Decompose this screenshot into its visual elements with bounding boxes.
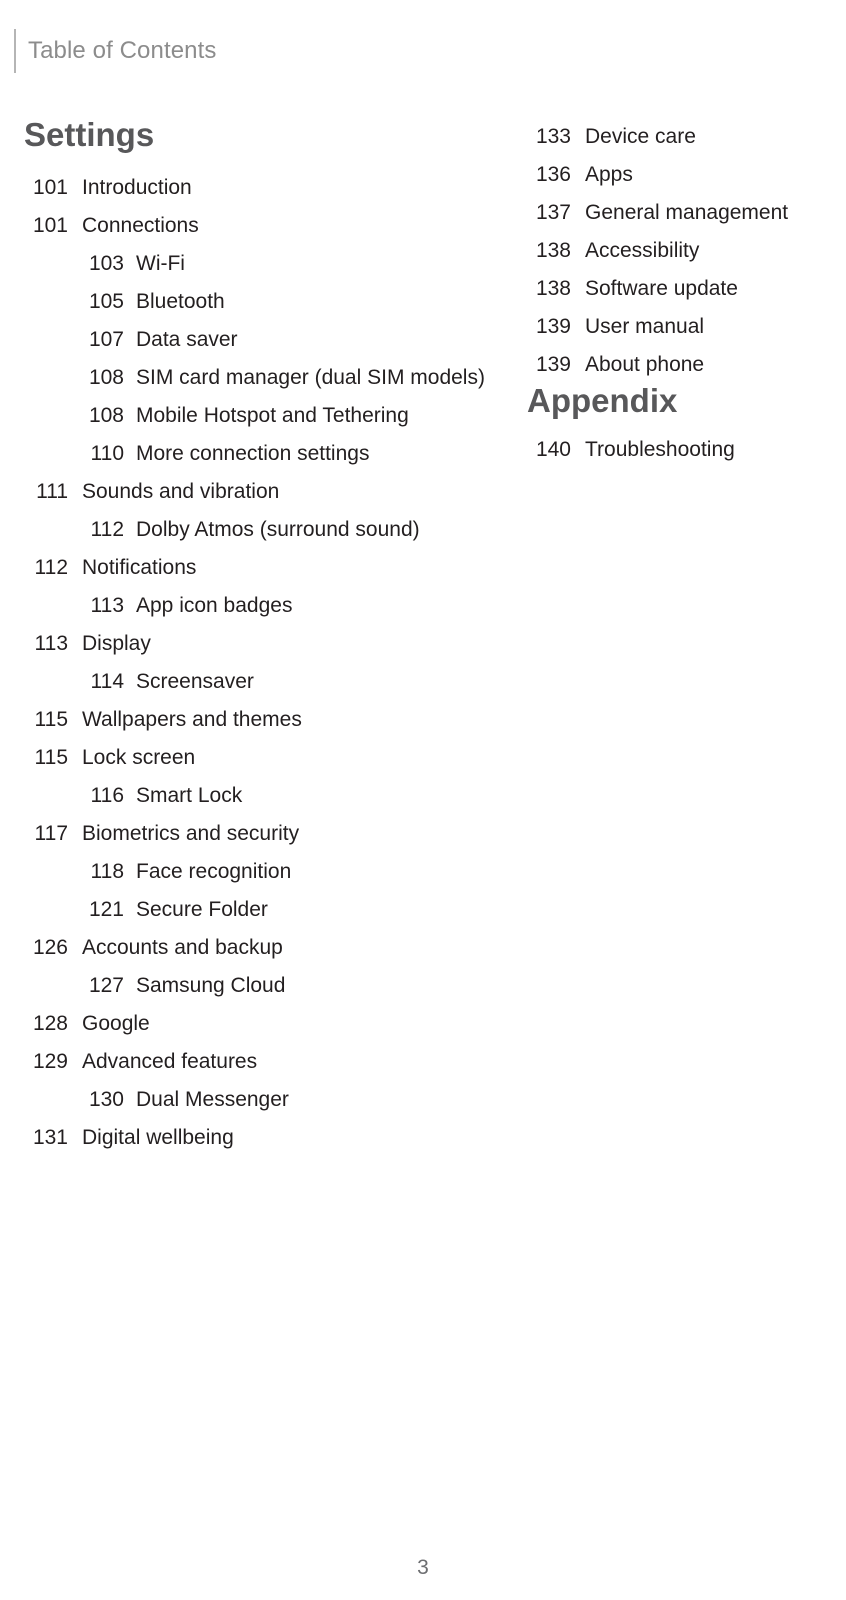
toc-entry-page-number: 118	[90, 860, 124, 883]
toc-entry[interactable]	[24, 1081, 494, 1119]
toc-entry-page-number: 113	[34, 632, 68, 655]
toc-entry-page-number: 127	[88, 974, 124, 997]
toc-entry-page-number: 101	[32, 214, 68, 237]
toc-entry[interactable]	[24, 739, 494, 777]
toc-entry[interactable]	[24, 777, 494, 815]
toc-entry[interactable]	[24, 245, 494, 283]
toc-entry[interactable]	[527, 431, 827, 469]
toc-entry-title: Screensaver	[136, 670, 254, 693]
toc-entry-title: Dual Messenger	[136, 1088, 289, 1111]
toc-entry-page-number: 101	[32, 176, 68, 199]
toc-entry-title: Connections	[82, 214, 199, 237]
toc-entry-page-number: 129	[32, 1050, 68, 1073]
toc-entry[interactable]	[24, 321, 494, 359]
toc-entry-title: Google	[82, 1012, 150, 1035]
toc-entry-page-number: 105	[88, 290, 124, 313]
toc-entry-page-number: 130	[88, 1088, 124, 1111]
toc-entry-page-number: 110	[90, 442, 124, 465]
toc-entry-title: Wallpapers and themes	[82, 708, 302, 731]
toc-entry[interactable]	[24, 1119, 494, 1157]
toc-entry[interactable]	[527, 346, 827, 384]
toc-entry-title: Troubleshooting	[585, 438, 735, 461]
toc-column-left	[24, 118, 494, 1157]
toc-entry[interactable]	[24, 891, 494, 929]
toc-entry-page-number: 113	[90, 594, 124, 617]
section-heading-settings: Settings	[24, 116, 155, 153]
toc-entry-page-number: 116	[90, 784, 124, 807]
toc-entry[interactable]	[24, 587, 494, 625]
toc-entry-page-number: 121	[88, 898, 124, 921]
toc-entry[interactable]	[527, 156, 827, 194]
toc-entry-title: Accessibility	[585, 239, 700, 262]
toc-entry-page-number: 108	[88, 366, 124, 389]
toc-entry-title: User manual	[585, 315, 705, 338]
toc-entry[interactable]	[527, 308, 827, 346]
toc-entry-page-number: 140	[535, 438, 571, 461]
section-heading-appendix: Appendix	[527, 382, 678, 419]
toc-entry-title: Bluetooth	[136, 290, 225, 313]
toc-entry-list-right	[527, 118, 827, 384]
toc-entry-page-number: 112	[90, 518, 124, 541]
toc-entry[interactable]	[24, 663, 494, 701]
toc-entry-title: Data saver	[136, 328, 238, 351]
toc-entry-title: Notifications	[82, 556, 197, 579]
toc-entry-list-left	[24, 169, 494, 1157]
toc-entry-title: Face recognition	[136, 860, 292, 883]
toc-entry[interactable]	[24, 169, 494, 207]
toc-entry-title: Display	[82, 632, 151, 655]
toc-entry-page-number: 117	[34, 822, 68, 845]
toc-entry[interactable]	[24, 701, 494, 739]
toc-entry[interactable]	[24, 473, 494, 511]
toc-entry-title: Lock screen	[82, 746, 196, 769]
toc-entry-page-number: 114	[90, 670, 124, 693]
toc-entry[interactable]	[24, 625, 494, 663]
toc-entry[interactable]	[24, 549, 494, 587]
toc-entry-title: Dolby Atmos (surround sound)	[136, 518, 420, 541]
toc-entry-page-number: 126	[32, 936, 68, 959]
toc-column-right	[527, 118, 827, 469]
toc-entry[interactable]	[24, 511, 494, 549]
toc-entry-title: Mobile Hotspot and Tethering	[136, 404, 409, 427]
toc-entry-page-number: 136	[535, 163, 571, 186]
toc-entry-title: Advanced features	[82, 1050, 258, 1073]
toc-entry-title: General management	[585, 201, 789, 224]
toc-entry-title: App icon badges	[136, 594, 293, 617]
toc-entry-title: About phone	[585, 353, 705, 376]
toc-entry-page-number: 108	[88, 404, 124, 427]
toc-entry-page-number: 131	[32, 1126, 68, 1149]
toc-entry[interactable]	[24, 1005, 494, 1043]
toc-entry-page-number: 128	[32, 1012, 68, 1035]
toc-entry[interactable]	[24, 359, 494, 397]
page-header	[0, 28, 217, 74]
toc-entry[interactable]	[24, 435, 494, 473]
toc-entry-page-number: 139	[535, 315, 571, 338]
toc-entry-title: Secure Folder	[136, 898, 268, 921]
toc-entry-title: Biometrics and security	[82, 822, 300, 845]
toc-entry-title: Samsung Cloud	[136, 974, 286, 997]
toc-entry-page-number: 115	[34, 708, 68, 731]
toc-entry-list-appendix	[527, 431, 827, 469]
toc-entry-page-number: 111	[36, 480, 68, 503]
toc-entry-title: Wi-Fi	[136, 252, 185, 275]
toc-entry-title: SIM card manager (dual SIM models)	[136, 366, 485, 389]
toc-entry-title: More connection settings	[136, 442, 370, 465]
toc-entry[interactable]	[24, 929, 494, 967]
toc-entry-page-number: 115	[34, 746, 68, 769]
toc-entry-page-number: 107	[88, 328, 124, 351]
toc-entry[interactable]	[24, 207, 494, 245]
header-rule-divider	[14, 29, 16, 73]
toc-entry[interactable]	[24, 967, 494, 1005]
toc-entry[interactable]	[24, 283, 494, 321]
toc-entry-page-number: 112	[34, 556, 68, 579]
toc-entry[interactable]	[527, 232, 827, 270]
toc-entry[interactable]	[24, 815, 494, 853]
toc-entry-page-number: 137	[535, 201, 571, 224]
toc-entry-page-number: 103	[88, 252, 124, 275]
toc-entry-title: Introduction	[82, 176, 192, 199]
toc-entry-title: Accounts and backup	[82, 936, 283, 959]
toc-entry[interactable]	[527, 194, 827, 232]
toc-entry-title: Apps	[585, 163, 633, 186]
toc-entry-page-number: 138	[535, 277, 571, 300]
toc-entry-page-number: 138	[535, 239, 571, 262]
page-folio-number: 3	[417, 1556, 429, 1579]
toc-entry[interactable]	[527, 270, 827, 308]
toc-entry[interactable]	[24, 1043, 494, 1081]
toc-entry[interactable]	[24, 397, 494, 435]
toc-entry-title: Device care	[585, 125, 696, 148]
toc-entry-title: Smart Lock	[136, 784, 243, 807]
toc-entry-title: Software update	[585, 277, 738, 300]
toc-entry[interactable]	[24, 853, 494, 891]
toc-entry-title: Sounds and vibration	[82, 480, 280, 503]
page-header-title: Table of Contents	[28, 37, 217, 64]
toc-entry[interactable]	[527, 118, 827, 156]
toc-entry-title: Digital wellbeing	[82, 1126, 234, 1149]
toc-entry-page-number: 133	[535, 125, 571, 148]
toc-entry-page-number: 139	[535, 353, 571, 376]
